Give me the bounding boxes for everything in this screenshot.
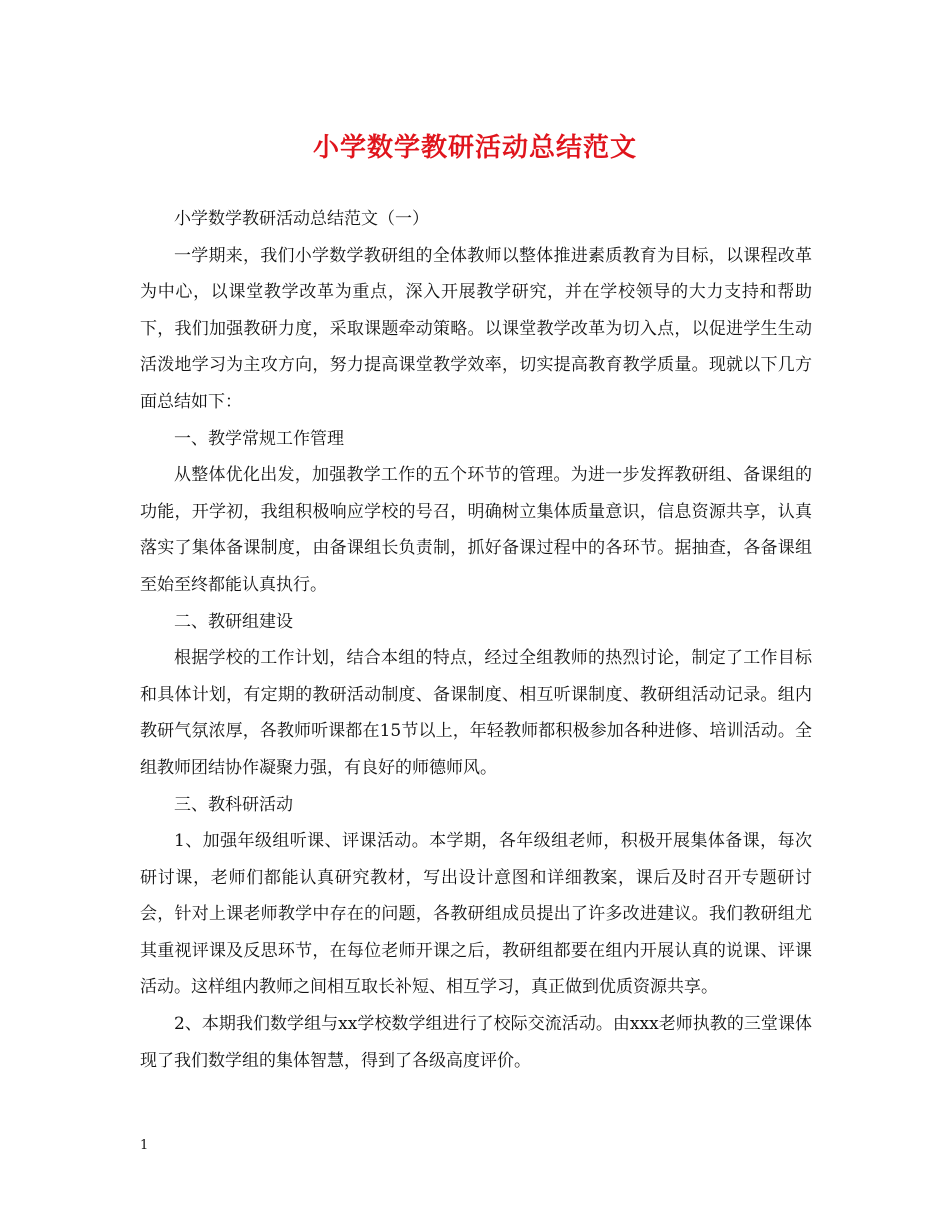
paragraph-subtitle: 小学数学教研活动总结范文（一） [174, 209, 429, 229]
paragraph-section-3-item-2: 2、本期我们数学组与xx学校数学组进行了校际交流活动。由xxx老师执教的三堂课体现了我们数学组的集体智慧，得到了各级高度评价。 [140, 1014, 812, 1071]
paragraph-section-3-item-1: 1、加强年级组听课、评课活动。本学期，各年级组老师，积极开展集体备课，每次研讨课，老师们都能认真研究教材，写出设计意图和详细教案，课后及时召开专题研讨会，针对上课老师教学中存在的问题，各教研组成员提出了许多改进建议。我们教研组尤其重视评课及反思环节，在每位老师开课之后，教研组都要在组内开展认真的说课、评课活动。这样组内教师之间相互取长补短、相互学习，真正做到优质资源共享。 [140, 831, 812, 998]
document-title: 小学数学教研活动总结范文 [312, 133, 637, 163]
section-heading-3: 三、教科研活动 [174, 794, 293, 815]
section-heading-1: 一、教学常规工作管理 [174, 428, 344, 449]
paragraph-section-1: 从整体优化出发，加强教学工作的五个环节的管理。为进一步发挥教研组、备课组的功能，开学初，我组积极响应学校的号召，明确树立集体质量意识，信息资源共享，认真落实了集体备课制度，由备课组长负责制，抓好备课过程中的各环节。据抽查，各备课组至始至终都能认真执行。 [140, 465, 812, 595]
document-body [140, 201, 812, 1079]
page-number: 1 [140, 1138, 149, 1153]
paragraph-intro: 一学期来，我们小学数学教研组的全体教师以整体推进素质教育为目标，以课程改革为中心，以课堂教学改革为重点，深入开展教学研究，并在学校领导的大力支持和帮助下，我们加强教研力度，采取课题牵动策略。以课堂教学改革为切入点，以促进学生生动活泼地学习为主攻方向，努力提高课堂教学效率，切实提高教育教学质量。现就以下几方面总结如下： [140, 245, 812, 412]
paragraph-section-2: 根据学校的工作计划，结合本组的特点，经过全组教师的热烈讨论，制定了工作目标和具体计划，有定期的教研活动制度、备课制度、相互听课制度、教研组活动记录。组内教研气氛浓厚，各教师听课都在15节以上，年轻教师都积极参加各种进修、培训活动。全组教师团结协作凝聚力强，有良好的师德师风。 [140, 648, 812, 778]
section-heading-2: 二、教研组建设 [174, 611, 293, 632]
